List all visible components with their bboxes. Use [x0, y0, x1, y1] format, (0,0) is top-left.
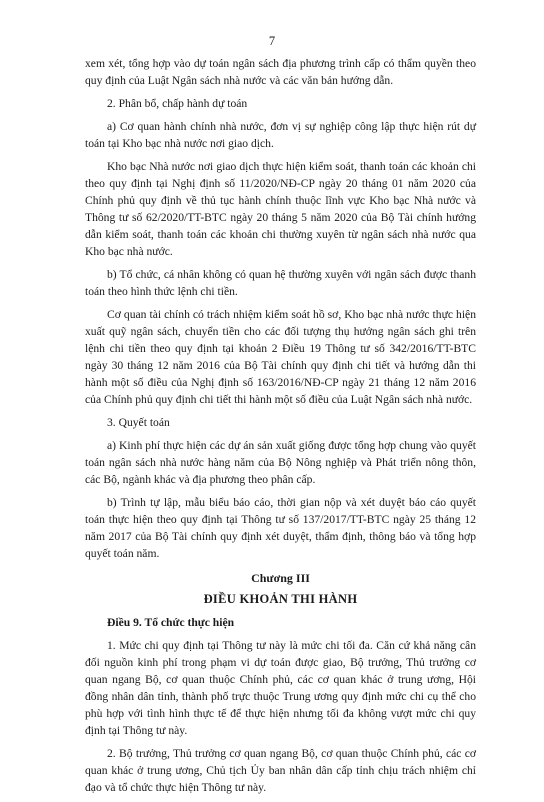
page-content [85, 55, 476, 802]
paragraph: xem xét, tổng hợp vào dự toán ngân sách địa phương trình cấp có thẩm quyền theo quy định của Luật Ngân sách nhà nước và các văn bản hướng dẫn. [85, 57, 476, 87]
chapter-title: ĐIỀU KHOẢN THI HÀNH [203, 592, 358, 606]
article-heading: Điều 9. Tổ chức thực hiện [107, 616, 235, 629]
paragraph: Cơ quan tài chính có trách nhiệm kiểm soát hồ sơ, Kho bạc nhà nước thực hiện xuất quỹ ngân sách, chuyển tiền cho các đối tượng thụ hưởng ngân sách ghi trên lệnh chi tiền theo quy định tại khoản 2 Điều 19 Thông tư số 342/2016/TT-BTC ngày 30 tháng 12 năm 2016 của Bộ Tài chính quy định chi tiết và hướng dẫn thi hành một số điều của Nghị định số 163/2016/NĐ-CP ngày 21 tháng 12 năm 2016 của Chính phủ quy định chi tiết thi hành một số điều của Luật Ngân sách nhà nước. [85, 308, 476, 406]
paragraph: 1. Mức chi quy định tại Thông tư này là mức chi tối đa. Căn cứ khả năng cân đối nguồn kinh phí trong phạm vi dự toán được giao, Bộ trưởng, Thủ trưởng cơ quan ngang Bộ, cơ quan thuộc Chính phủ, các cơ quan khác ở trung ương, Hội đồng nhân dân tỉnh, thành phố trực thuộc Trung ương quy định mức chi cụ thể cho phù hợp với tình hình thực tế để thực hiện nhưng tối đa không vượt mức chi quy định tại Thông tư này. [85, 639, 476, 737]
paragraph: b) Tổ chức, cá nhân không có quan hệ thường xuyên với ngân sách được thanh toán theo hình thức lệnh chi tiền. [85, 268, 476, 298]
paragraph: a) Cơ quan hành chính nhà nước, đơn vị sự nghiệp công lập thực hiện rút dự toán tại Kho bạc nhà nước nơi giao dịch. [85, 120, 476, 150]
paragraph: a) Kinh phí thực hiện các dự án sản xuất giống được tổng hợp chung vào quyết toán ngân sách nhà nước hàng năm của Bộ Nông nghiệp và Phát triển nông thôn, các Bộ, ngành khác và địa phương theo phân cấp. [85, 439, 476, 486]
section-heading: 2. Phân bổ, chấp hành dự toán [107, 97, 248, 110]
section-heading: 3. Quyết toán [107, 416, 170, 429]
paragraph: Kho bạc Nhà nước nơi giao dịch thực hiện kiểm soát, thanh toán các khoản chi theo quy định tại Nghị định số 11/2020/NĐ-CP ngày 20 tháng 01 năm 2020 của Chính phủ quy định về thủ tục hành chính thuộc lĩnh vực Kho bạc Nhà nước và Thông tư số 62/2020/TT-BTC ngày 20 tháng 5 năm 2020 của Bộ Tài chính hướng dẫn kiểm soát, thanh toán các khoản chi thường xuyên từ ngân sách nhà nước qua Kho bạc nhà nước. [85, 160, 476, 258]
chapter-label: Chương III [251, 571, 310, 585]
paragraph: 2. Bộ trưởng, Thủ trưởng cơ quan ngang Bộ, cơ quan thuộc Chính phủ, các cơ quan khác ở trung ương, Chủ tịch Ủy ban nhân dân cấp tỉnh chịu trách nhiệm chỉ đạo và tổ chức thực hiện Thông tư này. [85, 747, 476, 794]
paragraph: b) Trình tự lập, mẫu biểu báo cáo, thời gian nộp và xét duyệt báo cáo quyết toán thực hiện theo quy định tại Thông tư số 137/2017/TT-BTC ngày 25 tháng 12 năm 2017 của Bộ Tài chính quy định xét duyệt, thẩm định, thông báo và tổng hợp quyết toán năm. [85, 496, 476, 560]
page-number: 7 [268, 34, 276, 48]
